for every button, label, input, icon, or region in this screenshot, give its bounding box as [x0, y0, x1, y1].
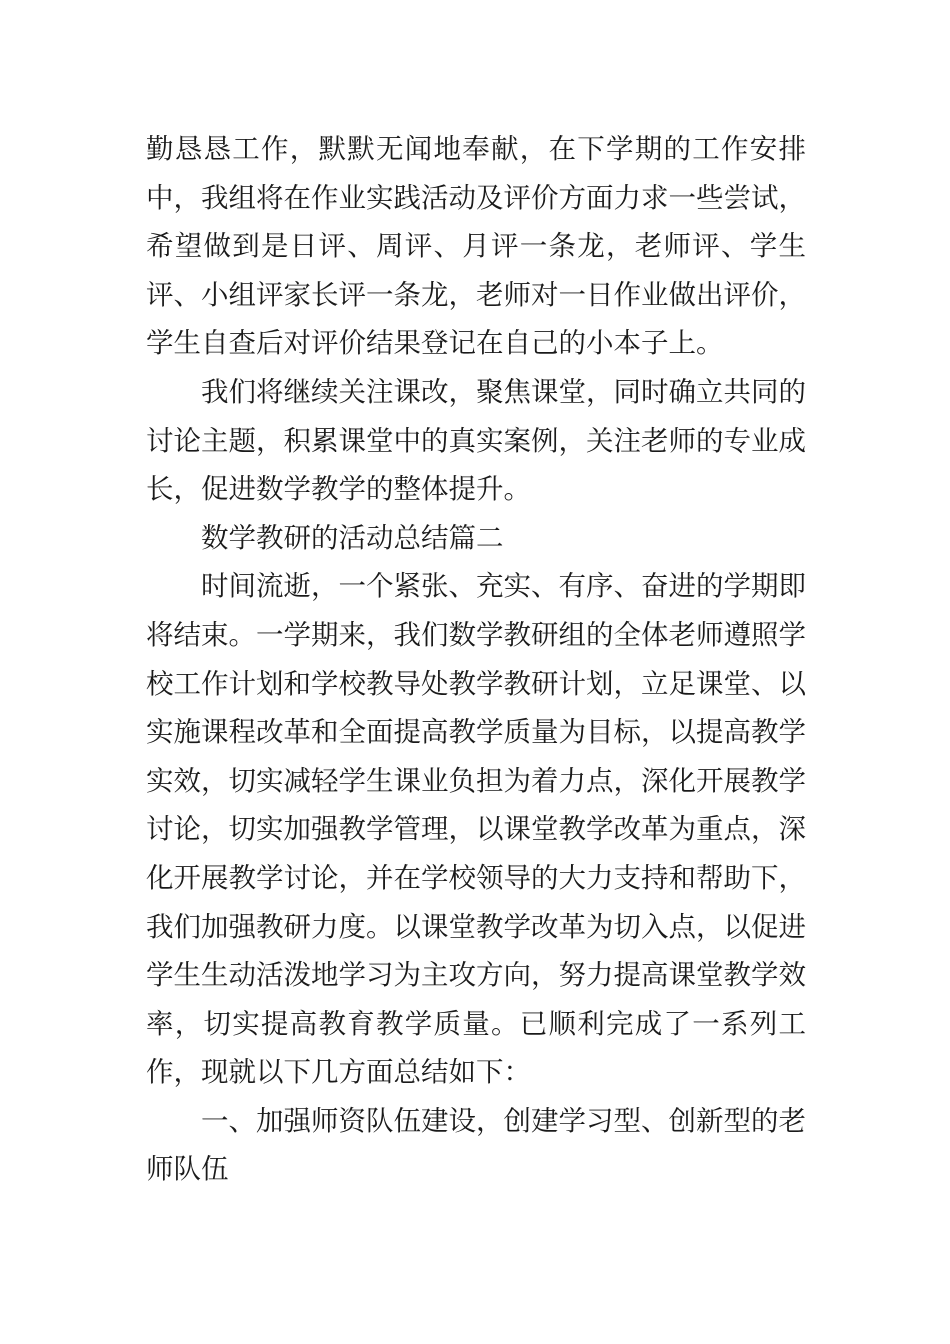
subsection-heading: 一、加强师资队伍建设，创建学习型、创新型的老师队伍 [146, 1104, 806, 1186]
paragraph-focus-classroom: 我们将继续关注课改，聚焦课堂，同时确立共同的讨论主题，积累课堂中的真实案例，关注老师的专业成长，促进数学教学的整体提升。 [146, 375, 806, 506]
section-heading: 数学教研的活动总结篇二 [201, 521, 504, 554]
paragraph-semester-summary: 时间流逝，一个紧张、充实、有序、奋进的学期即将结束。一学期来，我们数学教研组的全体老师遵照学校工作计划和学校教导处教学教研计划，立足课堂、以实施课程改革和全面提高教学质量为目标，以提高教学实效，切实减轻学生课业负担为着力点，深化开展教学讨论，切实加强教学管理，以课堂教学改革为重点，深化开展教学讨论，并在学校领导的大力支持和帮助下，我们加强教研力度。以课堂教学改革为切入点，以促进学生生动活泼地学习为主攻方向，努力提高课堂教学效率，切实提高教育教学质量。已顺利完成了一系列工作，现就以下几方面总结如下： [146, 570, 806, 1089]
document-body [146, 125, 806, 1194]
paragraph-continuation: 勤恳恳工作，默默无闻地奉献，在下学期的工作安排中，我组将在作业实践活动及评价方面力求一些尝试，希望做到是日评、周评、月评一条龙，老师评、学生评、小组评家长评一条龙，老师对一日作业做出评价，学生自查后对评价结果登记在自己的小本子上。 [146, 133, 806, 360]
